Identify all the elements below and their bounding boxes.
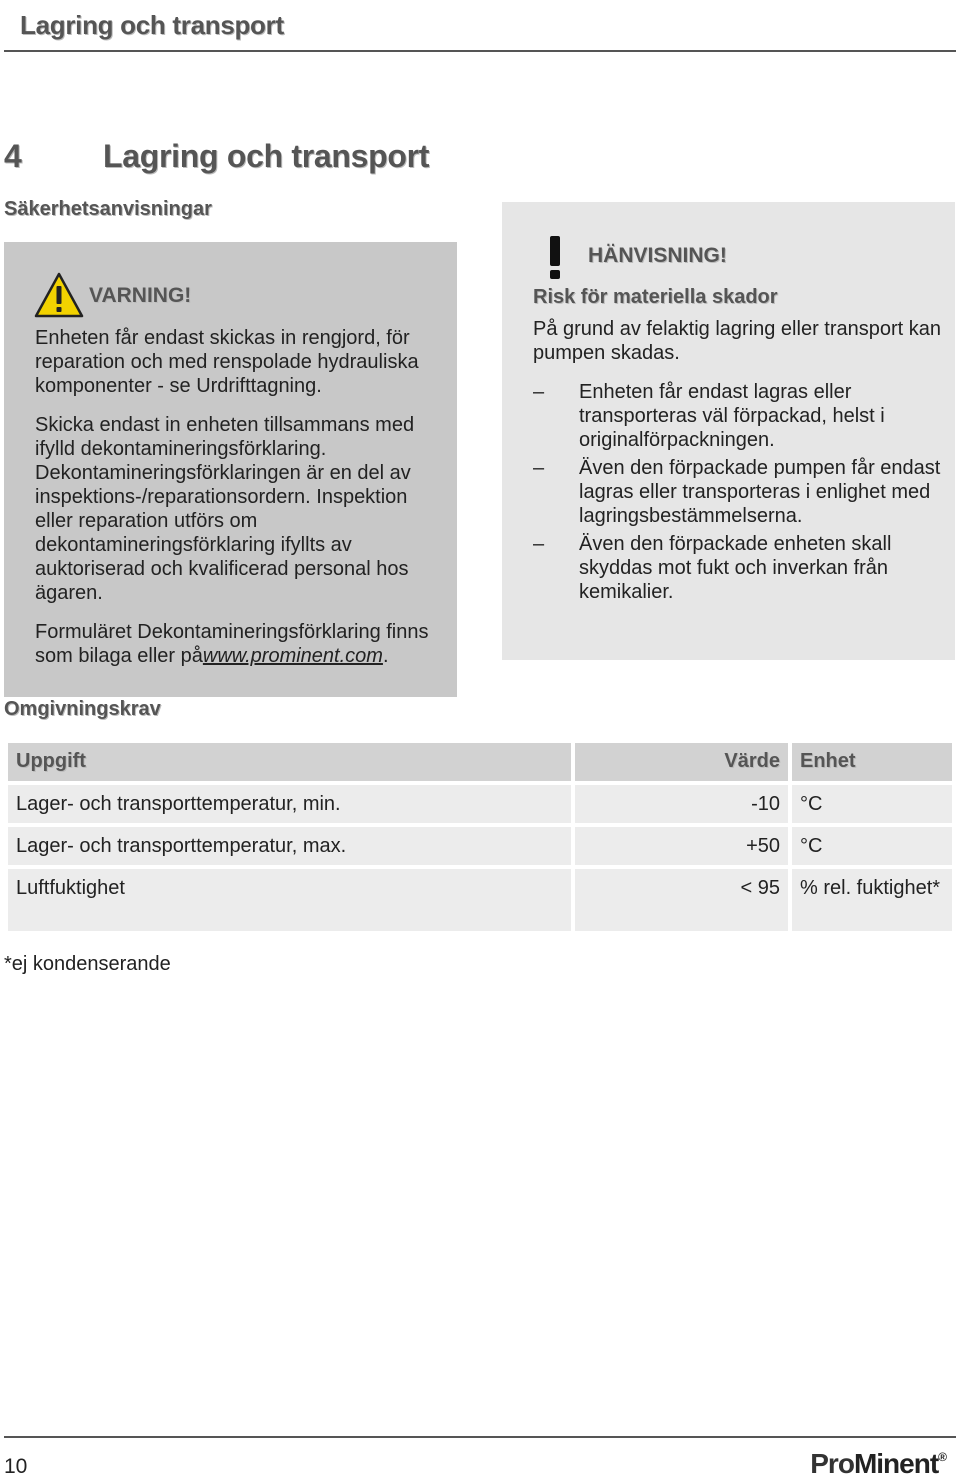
list-item: – Enheten får endast lagras eller transporteras väl förpackad, helst i originalförpackningen. bbox=[533, 381, 885, 451]
table-cell: Lager- och transporttemperatur, min. bbox=[8, 785, 571, 823]
notice-box bbox=[502, 202, 955, 660]
table-cell: < 95 bbox=[575, 869, 788, 931]
table-cell: +50 bbox=[575, 827, 788, 865]
warning-triangle-icon bbox=[34, 272, 84, 323]
running-header: Lagring och transport bbox=[20, 10, 284, 40]
header-cell: Värde bbox=[575, 743, 788, 781]
table-cell: -10 bbox=[575, 785, 788, 823]
chapter-title: Lagring och transport bbox=[103, 138, 430, 174]
warning-paragraph: Skicka endast in enheten tillsammans med ifylld dekontamineringsförklaring. Dekontamineringsförklaringen är en del av inspektions-/reparationsordern. Inspektion eller reparation utförs om dekontamineringsförklaring ifyllts av auktoriserad och kvalificerad personal hos ägaren. bbox=[35, 414, 415, 604]
page-number: 10 bbox=[4, 1455, 28, 1478]
logo-pro: Pro bbox=[810, 1448, 854, 1479]
table-row bbox=[8, 827, 952, 865]
table-cell: % rel. fuktighet* bbox=[792, 869, 952, 931]
warning-box bbox=[4, 242, 457, 697]
chapter-number: 4 bbox=[4, 138, 22, 174]
dash-bullet: – bbox=[533, 381, 545, 403]
table-cell: Luftfuktighet bbox=[8, 869, 571, 931]
header-rule bbox=[4, 50, 956, 52]
table-cell: Lager- och transporttemperatur, max. bbox=[8, 827, 571, 865]
warning-title: VARNING! bbox=[89, 284, 192, 307]
environment-heading: Omgivningskrav bbox=[4, 698, 161, 720]
notice-subtitle: Risk för materiella skador bbox=[533, 286, 778, 308]
requirements-table bbox=[4, 739, 956, 935]
dash-bullet: – bbox=[533, 533, 545, 555]
notice-intro: På grund av felaktig lagring eller transport kan pumpen skadas. bbox=[533, 318, 942, 364]
notice-title: HÄNVISNING! bbox=[588, 244, 727, 267]
header-cell: Enhet bbox=[792, 743, 952, 781]
logo-minent: Minent bbox=[853, 1448, 939, 1479]
notice-list bbox=[533, 380, 943, 608]
warning-text bbox=[35, 326, 445, 683]
form-text: Formuläret Dekontamineringsförklaring finns som bilaga eller på bbox=[35, 621, 429, 667]
footnote: *ej kondenserande bbox=[4, 953, 171, 975]
prominent-link[interactable]: www.prominent.com bbox=[202, 645, 383, 667]
table-row bbox=[8, 869, 952, 931]
table-header-row bbox=[8, 743, 952, 781]
warning-paragraph: Enheten får endast skickas in rengjord, för reparation och med renspolade hydrauliska komponenter - se Urdrifttagning. bbox=[35, 327, 419, 397]
list-item: – Även den förpackade enheten skall skyddas mot fukt och inverkan från kemikalier. bbox=[533, 533, 892, 603]
table-cell: °C bbox=[792, 827, 952, 865]
warning-form-paragraph bbox=[35, 620, 445, 668]
form-end: . bbox=[382, 645, 389, 667]
registered-mark: ® bbox=[938, 1450, 946, 1464]
table-cell: °C bbox=[792, 785, 952, 823]
prominent-logo bbox=[810, 1448, 946, 1480]
exclamation-icon bbox=[548, 236, 562, 285]
safety-heading: Säkerhetsanvisningar bbox=[4, 198, 212, 220]
table-row bbox=[8, 785, 952, 823]
footer-rule bbox=[4, 1436, 956, 1438]
dash-bullet: – bbox=[533, 457, 545, 479]
list-item: – Även den förpackade pumpen får endast lagras eller transporteras i enlighet med lagringsbestämmelserna. bbox=[533, 457, 941, 527]
header-cell: Uppgift bbox=[8, 743, 571, 781]
